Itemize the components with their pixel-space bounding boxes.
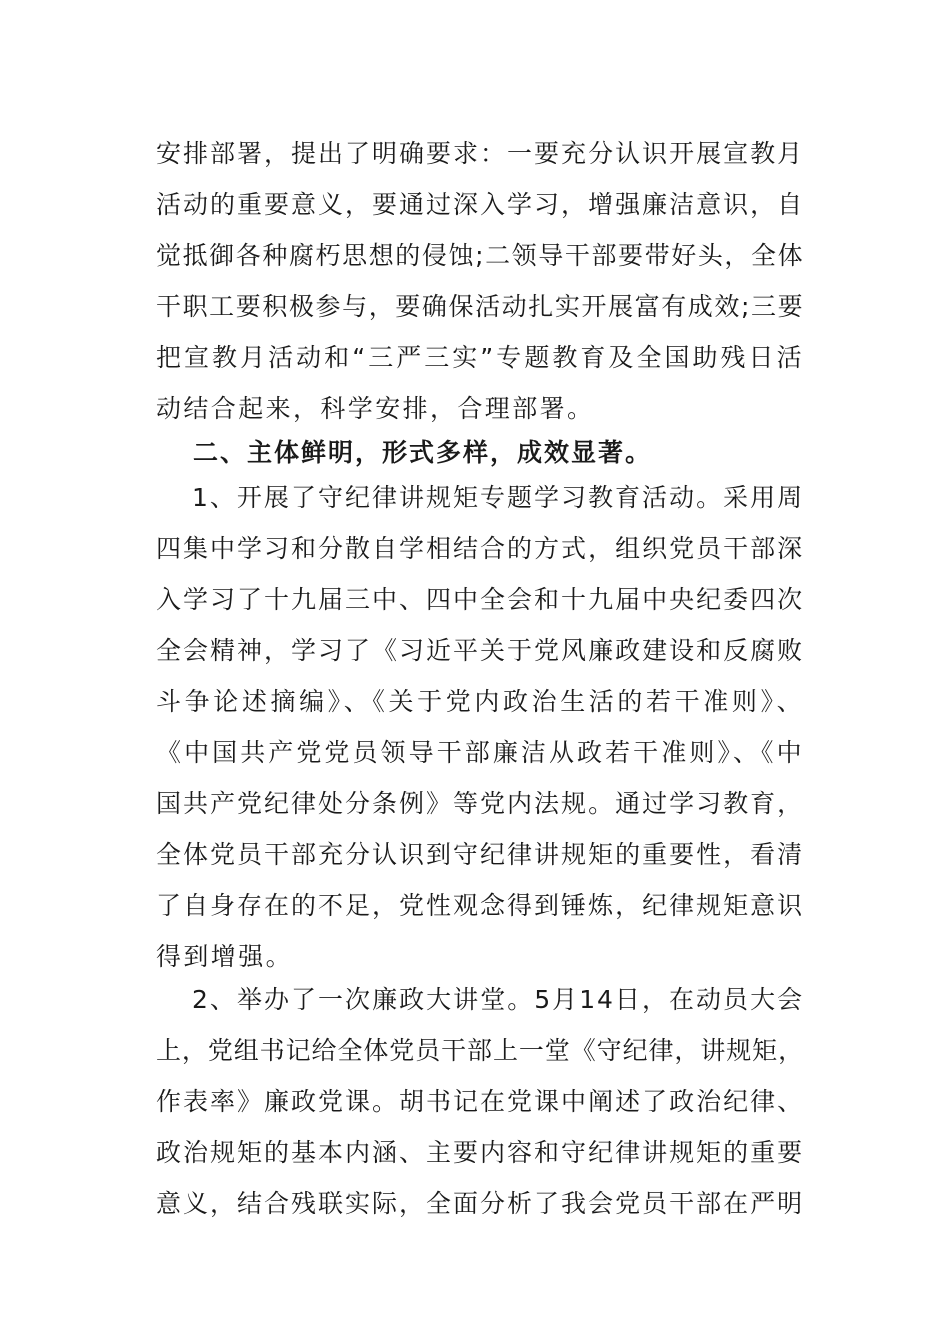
paragraph-1-line-3: 觉抵御各种腐朽思想的侵蚀;二领导干部要带好头，全体 bbox=[156, 241, 804, 270]
paragraph-2-line-2: 四集中学习和分散自学相结合的方式，组织党员干部深 bbox=[156, 534, 804, 563]
paragraph-3-line-3: 作表率》廉政党课。胡书记在党课中阐述了政治纪律、 bbox=[156, 1087, 804, 1116]
paragraph-1-line-2: 活动的重要意义，要通过深入学习，增强廉洁意识，自 bbox=[156, 190, 804, 219]
paragraph-2-line-8: 全体党员干部充分认识到守纪律讲规矩的重要性，看清 bbox=[156, 840, 804, 869]
paragraph-3-line-5: 意义，结合残联实际，全面分析了我会党员干部在严明 bbox=[156, 1189, 804, 1218]
paragraph-1-line-6: 动结合起来，科学安排，合理部署。 bbox=[156, 394, 595, 423]
paragraph-3 bbox=[156, 974, 804, 1229]
paragraph-2-line-10: 得到增强。 bbox=[156, 942, 294, 971]
paragraph-2-line-3: 入学习了十九届三中、四中全会和十九届中央纪委四次 bbox=[156, 585, 804, 614]
paragraph-2 bbox=[156, 472, 804, 982]
paragraph-1 bbox=[156, 128, 804, 434]
paragraph-2-line-9: 了自身存在的不足，党性观念得到锤炼，纪律规矩意识 bbox=[156, 891, 804, 920]
paragraph-1-line-4: 干职工要积极参与，要确保活动扎实开展富有成效;三要 bbox=[156, 292, 804, 321]
section-heading-text: 二、主体鲜明，形式多样，成效显著。 bbox=[193, 438, 653, 467]
paragraph-2-line-5: 斗争论述摘编》、《关于党内政治生活的若干准则》、 bbox=[156, 687, 804, 716]
paragraph-2-line-7: 国共产党纪律处分条例》等党内法规。通过学习教育， bbox=[156, 789, 804, 818]
paragraph-3-line-1: 2、举办了一次廉政大讲堂。5月14日，在动员大会 bbox=[192, 985, 804, 1014]
paragraph-3-line-2: 上，党组书记给全体党员干部上一堂《守纪律，讲规矩， bbox=[156, 1036, 804, 1065]
paragraph-2-line-6: 《中国共产党党员领导干部廉洁从政若干准则》、《中 bbox=[156, 738, 804, 767]
paragraph-2-line-4: 全会精神，学习了《习近平关于党风廉政建设和反腐败 bbox=[156, 636, 804, 665]
paragraph-3-line-4: 政治规矩的基本内涵、主要内容和守纪律讲规矩的重要 bbox=[156, 1138, 804, 1167]
paragraph-1-line-1: 安排部署，提出了明确要求：一要充分认识开展宣教月 bbox=[156, 139, 804, 168]
section-heading bbox=[193, 427, 793, 478]
paragraph-2-line-1: 1、开展了守纪律讲规矩专题学习教育活动。采用周 bbox=[192, 483, 804, 512]
paragraph-1-line-5: 把宣教月活动和“三严三实”专题教育及全国助残日活 bbox=[156, 343, 804, 372]
